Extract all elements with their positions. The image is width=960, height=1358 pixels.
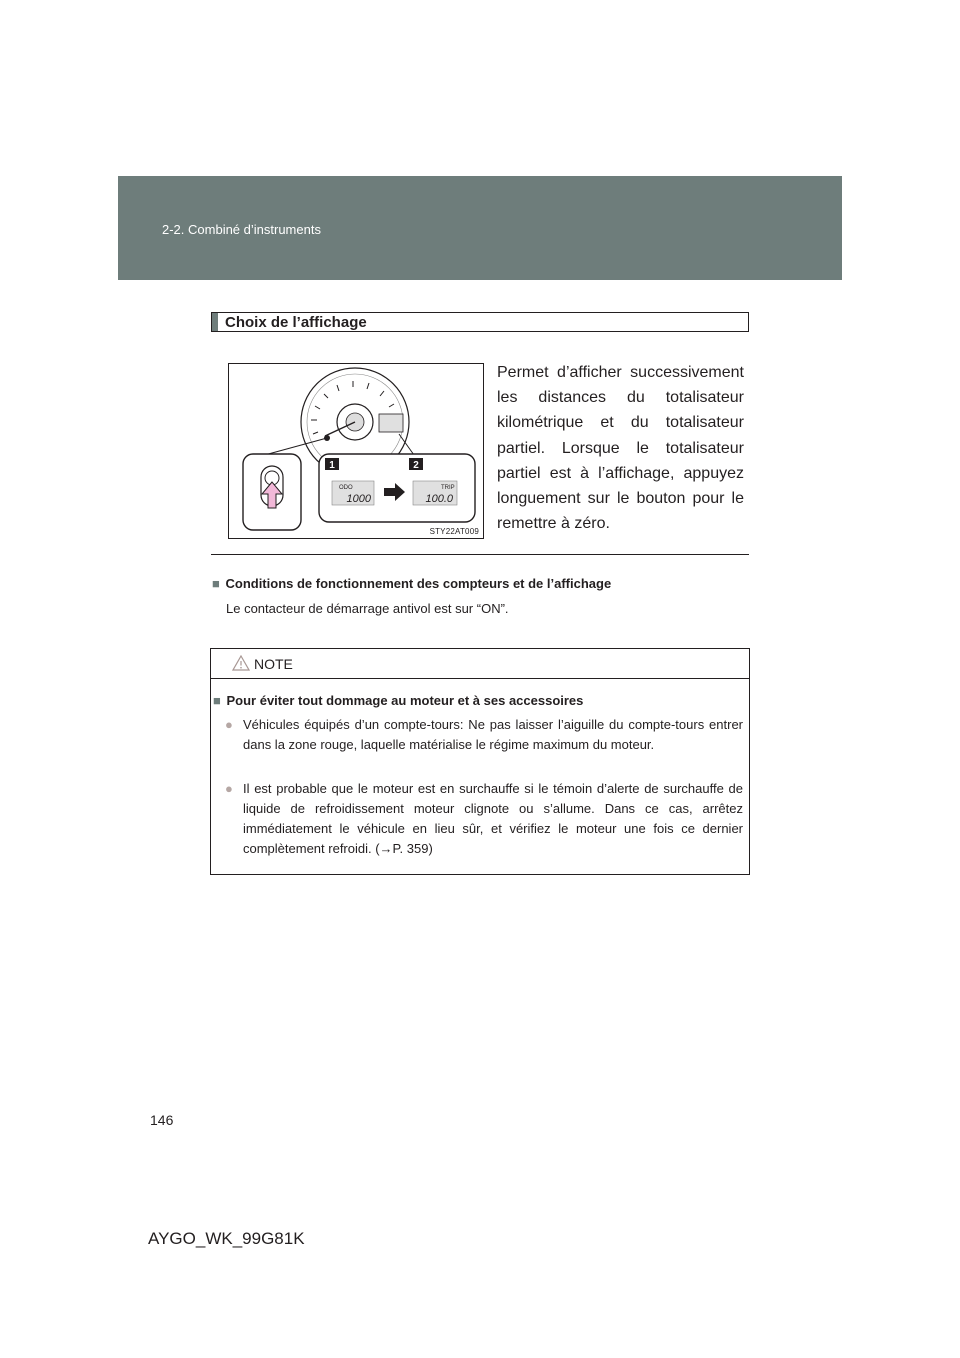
section-divider	[211, 554, 749, 555]
instrument-cluster-drawing	[229, 364, 483, 538]
note-item	[225, 715, 743, 755]
odometer-illustration	[228, 363, 484, 539]
document-code: AYGO_WK_99G81K	[148, 1229, 305, 1248]
trip-label: TRIP	[441, 485, 455, 491]
section-title: Choix de l’affichage	[225, 314, 367, 331]
note-item-text: Véhicules équipés d’un compte-tours: Ne pas laisser l’aiguille du compte-tours entrer dans la zone rouge, laquelle matérialise le régime maximum du moteur.	[243, 717, 743, 752]
marker-2: 2	[413, 460, 419, 471]
section-marker	[212, 313, 218, 331]
note-item-text: Il est probable que le moteur est en surchauffe si le témoin d’alerte de surchauffe de liquide de refroidissement moteur clignote ou s’allume. Dans ce cas, arrêtez immédiatement le véhicule en lieu sûr, et vérifiez le moteur une fois ce dernier complètement refroidi. (→P. 359)	[243, 781, 743, 856]
intro-paragraph: Permet d’afficher successivement les distances du totalisateur kilométrique et du totalisateur partiel. Lorsque le totalisateur partiel est à l’affichage, appuyez longuement sur le bouton pour le remettre à zéro.	[497, 364, 744, 533]
square-bullet-icon: ■	[212, 576, 220, 591]
note-header	[211, 649, 749, 679]
note-label: NOTE	[254, 656, 293, 672]
conditions-heading-text: Conditions de fonctionnement des compteurs et de l’affichage	[225, 576, 612, 591]
note-subheading	[213, 693, 583, 708]
conditions-heading	[212, 576, 611, 591]
conditions-text: Le contacteur de démarrage antivol est sur “ON”.	[226, 601, 509, 616]
note-subheading-text: Pour éviter tout dommage au moteur et à ses accessoires	[226, 693, 584, 708]
circle-bullet-icon: ●	[225, 717, 233, 732]
note-item	[225, 779, 743, 859]
chapter-title: 2-2. Combiné d’instruments	[162, 222, 321, 237]
odo-value: 1000	[346, 493, 371, 505]
warning-triangle-icon	[232, 655, 250, 671]
figure-code: STY22AT009	[429, 527, 479, 536]
trip-value: 100.0	[425, 493, 453, 505]
note-box	[210, 648, 750, 875]
chapter-header	[118, 176, 842, 280]
square-bullet-icon: ■	[213, 693, 221, 708]
marker-1: 1	[329, 460, 335, 471]
odo-label: ODO	[339, 485, 353, 491]
page-number: 146	[150, 1112, 174, 1128]
section-title-bar	[211, 312, 749, 332]
circle-bullet-icon: ●	[225, 781, 233, 796]
